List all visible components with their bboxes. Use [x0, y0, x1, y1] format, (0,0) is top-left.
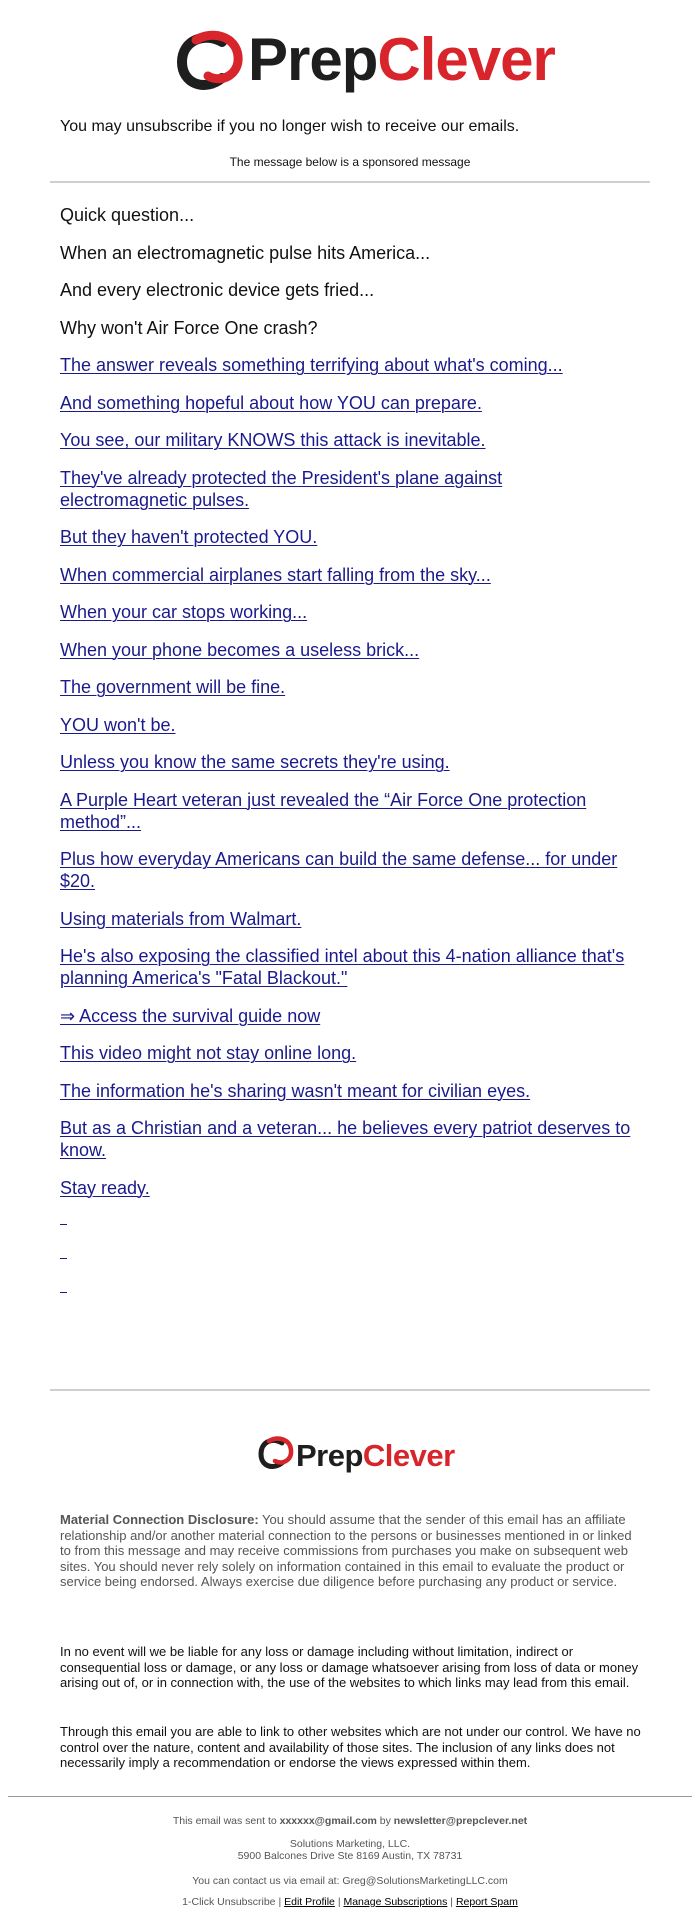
- prepclever-logo-small: [0, 1428, 700, 1478]
- sponsored-notice: The message below is a sponsored message: [229, 155, 471, 169]
- sent-to-line: This email was sent to xxxxxx@gmail.com by newsletter@prepclever.net: [172, 1815, 528, 1827]
- empty-link[interactable]: [60, 1258, 67, 1259]
- message-link[interactable]: But as a Christian and a veteran... he believes every patriot deserves to know.: [60, 1118, 631, 1160]
- unsubscribe-notice: You may unsubscribe if you no longer wish to receive our emails.: [60, 118, 520, 135]
- survival-guide-link[interactable]: ⇒ Access the survival guide now: [60, 1005, 321, 1026]
- brand-clever: Clever: [377, 26, 555, 93]
- sender-email: newsletter@prepclever.net: [393, 1815, 528, 1827]
- message-link[interactable]: And something hopeful about how YOU can prepare.: [60, 392, 482, 413]
- divider-footer: [8, 1796, 692, 1797]
- message-link[interactable]: The government will be fine.: [60, 677, 286, 697]
- prepclever-logo: [0, 14, 700, 94]
- empty-link[interactable]: [60, 1224, 67, 1225]
- message-line: Why won't Air Force One crash?: [60, 317, 318, 338]
- disclosure-label: Material Connection Disclosure:: [60, 1512, 259, 1527]
- message-link[interactable]: This video might not stay online long.: [60, 1043, 357, 1063]
- company-address: 5900 Balcones Drive Ste 8169 Austin, TX 78731: [237, 1850, 463, 1862]
- svg-text:PrepClever: [248, 26, 555, 93]
- message-link[interactable]: When your car stops working...: [60, 602, 308, 622]
- footer-links: 1-Click Unsubscribe | Edit Profile | Manage Subscriptions | Report Spam: [182, 1896, 518, 1908]
- message-link[interactable]: You see, our military KNOWS this attack is inevitable.: [60, 430, 486, 450]
- disclosure-text: You should assume that the sender of this email has an affiliate relationship and/or another material connection to the persons or businesses mentioned in or linked to from this message and may receive commissions from purchases you make on subsequent web sites. You should never rely solely on information contained in this email to evaluate the product or service being endorsed. Always exercise due diligence before purchasing any product or service.: [60, 1512, 632, 1589]
- message-link[interactable]: When your phone becomes a useless brick...: [60, 639, 420, 660]
- empty-link[interactable]: [60, 1292, 67, 1293]
- company-name: Solutions Marketing, LLC.: [289, 1838, 411, 1850]
- external-links-notice: Through this email you are able to link to other websites which are not under our control. We have no control over the nature, content and availability of those sites. The inclusion of any links does not necessarily imply a recommendation or endorse the views expressed within them.: [60, 1724, 641, 1770]
- manage-subscriptions-link[interactable]: Manage Subscriptions: [343, 1896, 448, 1908]
- recipient-email: xxxxxx@gmail.com: [279, 1815, 377, 1827]
- message-link[interactable]: The answer reveals something terrifying about what's coming...: [60, 355, 563, 375]
- message-link[interactable]: They've already protected the President's plane against electromagnetic pulses.: [60, 467, 503, 510]
- message-link[interactable]: The information he's sharing wasn't meant for civilian eyes.: [60, 1080, 531, 1101]
- brand-clever: Clever: [362, 1438, 455, 1473]
- message-link[interactable]: Unless you know the same secrets they're using.: [60, 752, 450, 772]
- message-line: Quick question...: [60, 205, 195, 225]
- message-link[interactable]: A Purple Heart veteran just revealed the “Air Force One protection method”...: [60, 789, 587, 832]
- brand-prep: Prep: [248, 26, 378, 93]
- empty-links: [60, 1224, 67, 1326]
- message-link[interactable]: Plus how everyday Americans can build the same defense... for under $20.: [60, 849, 618, 891]
- brand-prep: Prep: [296, 1438, 363, 1473]
- message-body: [60, 204, 650, 1214]
- message-line: And every electronic device gets fried...: [60, 280, 375, 300]
- message-link[interactable]: Stay ready.: [60, 1177, 150, 1198]
- message-link[interactable]: When commercial airplanes start falling from the sky...: [60, 564, 491, 585]
- liability-notice: In no event will we be liable for any loss or damage including without limitation, indirect or consequential loss or damage, or any loss or damage whatsoever arising from loss of data or money arising out of, or in connection with, the use of the websites to which links may lead from this email.: [60, 1644, 639, 1690]
- report-spam-link[interactable]: Report Spam: [455, 1896, 518, 1908]
- message-link[interactable]: He's also exposing the classified intel about this 4-nation alliance that's planning America's "Fatal Blackout.": [60, 946, 625, 988]
- message-link[interactable]: But they haven't protected YOU.: [60, 527, 318, 547]
- message-link[interactable]: Using materials from Walmart.: [60, 908, 302, 929]
- pc-emblem-icon: [261, 1439, 291, 1467]
- divider-top: [50, 181, 650, 183]
- edit-profile-link[interactable]: Edit Profile: [284, 1896, 335, 1908]
- message-link[interactable]: YOU won't be.: [60, 714, 176, 735]
- material-disclosure: [60, 1512, 640, 1590]
- divider-middle: [50, 1389, 650, 1391]
- pc-emblem-icon: [182, 35, 238, 85]
- svg-text:PrepClever: [296, 1438, 455, 1473]
- one-click-unsubscribe[interactable]: 1-Click Unsubscribe: [182, 1896, 276, 1908]
- contact-line: You can contact us via email at: Greg@SolutionsMarketingLLC.com: [192, 1875, 508, 1887]
- message-line: When an electromagnetic pulse hits America...: [60, 242, 431, 263]
